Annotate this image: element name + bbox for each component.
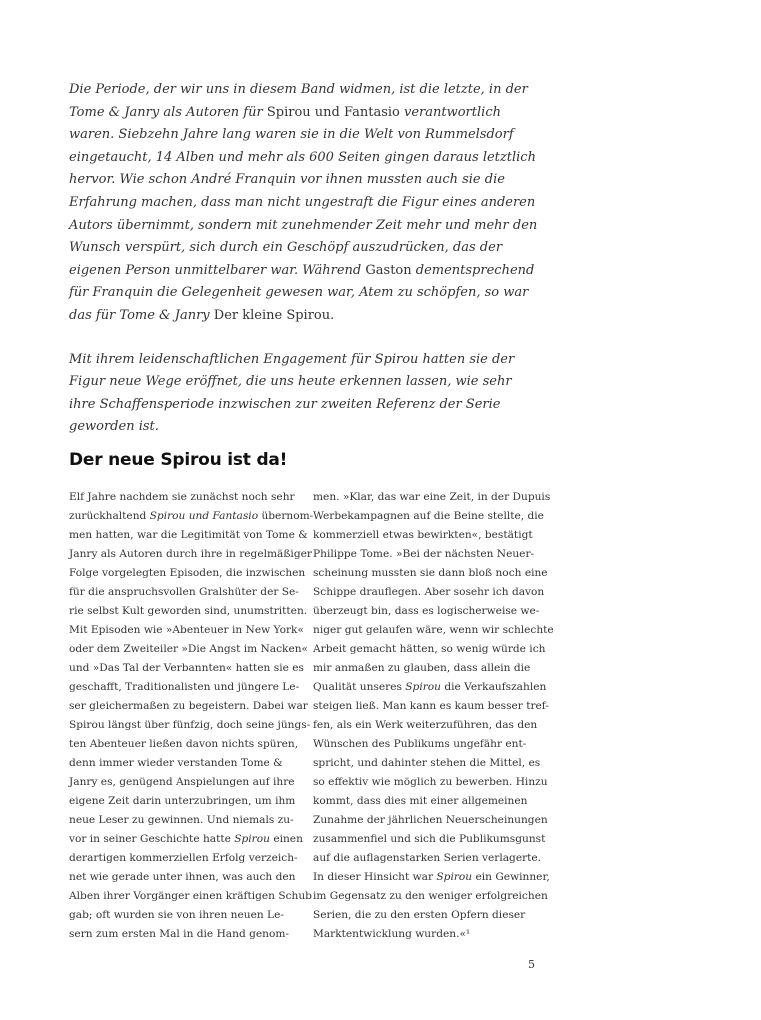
text-line: Wünschen des Publikums ungefähr ent- bbox=[313, 738, 527, 750]
text-line: Alben ihrer Vorgänger einen kräftigen Schub bbox=[69, 890, 312, 902]
text-line: spricht, und dahinter stehen die Mittel, es bbox=[313, 757, 541, 769]
text-line: so effektiv wie möglich zu bewerben. Hinzu bbox=[313, 776, 548, 788]
intro-text bbox=[69, 79, 539, 439]
text-line: Arbeit gemacht hätten, so wenig würde ich bbox=[313, 643, 546, 655]
section-heading: Der neue Spirou ist da! bbox=[69, 450, 288, 470]
series-title-roman: Gaston bbox=[365, 262, 412, 278]
text-line: derartigen kommerziellen Erfolg verzeich- bbox=[69, 852, 298, 864]
text-line: Mit Episoden wie »Abenteuer in New York« bbox=[69, 624, 304, 636]
text-line: gab; oft wurden sie von ihren neuen Le- bbox=[69, 909, 284, 921]
text-line: niger gut gelaufen wäre, wenn wir schlechte bbox=[313, 624, 554, 636]
text-line: fen, als ein Werk weiterzuführen, das den bbox=[313, 719, 538, 731]
intro-text-run: verantwortlich waren. Siebzehn Jahre lang waren sie in die Welt von Rummelsdorf eingetaucht, 14 Alben und mehr als 600 Seiten gingen daraus letztlich hervor. Wie schon André Franquin vor ihnen mussten auch sie die Erfahrung machen, dass man nicht ungestraft die Figur eines anderen Autors übernimmt, sondern mit zunehmender Zeit mehr und mehr den Wunsch verspürt, sich durch ein Geschöpf auszudrücken, das der eigenen Person unmittelbarer war. Während bbox=[69, 104, 538, 278]
text-line: scheinung mussten sie dann bloß noch eine bbox=[313, 567, 548, 579]
text-line: kommerziell etwas bewirkten«, bestätigt bbox=[313, 529, 533, 541]
text-line: kommt, dass dies mit einer allgemeinen bbox=[313, 795, 528, 807]
text-line: In dieser Hinsicht war Spirou ein Gewinner, bbox=[313, 871, 550, 883]
text-line: Elf Jahre nachdem sie zunächst noch sehr bbox=[69, 491, 295, 503]
text-line: geschafft, Traditionalisten und jüngere Le- bbox=[69, 681, 300, 693]
text-line: eigene Zeit darin unterzubringen, um ihm bbox=[69, 795, 296, 807]
text-line: oder dem Zweiteiler »Die Angst im Nacken« bbox=[69, 643, 309, 655]
italic-title: Spirou bbox=[234, 833, 270, 845]
text-line: men hatten, war die Legitimität von Tome & bbox=[69, 529, 308, 541]
right-column bbox=[313, 488, 554, 944]
text-line: und »Das Tal der Verbannten« hatten sie es bbox=[69, 662, 304, 674]
italic-title: Spirou bbox=[436, 871, 473, 883]
series-title-roman: Spirou und Fantasio bbox=[266, 104, 400, 120]
intro-text-run: . bbox=[330, 307, 335, 323]
text-line: rie selbst Kult geworden sind, unumstritten. bbox=[69, 605, 308, 617]
text-line: vor in seiner Geschichte hatte Spirou einen bbox=[69, 833, 303, 845]
text-line: Serien, die zu den ersten Opfern dieser bbox=[313, 909, 526, 921]
text-line: net wie gerade unter ihnen, was auch den bbox=[69, 871, 296, 883]
italic-title: Spirou und Fantasio bbox=[149, 510, 259, 522]
text-line: ten Abenteuer ließen davon nichts spüren, bbox=[69, 738, 299, 750]
left-column bbox=[69, 488, 314, 944]
text-line: Schippe drauflegen. Aber sosehr ich davon bbox=[313, 586, 545, 598]
text-line: steigen ließ. Man kann es kaum besser tref- bbox=[313, 700, 549, 712]
text-line: Zunahme der jährlichen Neuerscheinungen bbox=[313, 814, 548, 826]
text-line: Janry es, genügend Anspielungen auf ihre bbox=[69, 776, 295, 788]
text-line: Qualität unseres Spirou die Verkaufszahlen bbox=[313, 681, 547, 693]
series-title-roman: Der kleine Spirou bbox=[213, 307, 331, 323]
page-number: 5 bbox=[528, 958, 535, 971]
text-line: für die anspruchsvollen Gralshüter der Se- bbox=[69, 586, 299, 598]
intro-paragraph-2: Mit ihrem leidenschaftlichen Engagement für Spirou hatten sie der Figur neue Wege eröffnet, die uns heute erkennen lassen, wie sehr ihre Schaffensperiode inzwischen zur zweiten Referenz der Serie geworden ist. bbox=[69, 351, 515, 435]
text-line: Marktentwicklung wurden.«¹ bbox=[313, 928, 471, 940]
text-line: sern zum ersten Mal in die Hand genom- bbox=[69, 928, 289, 940]
text-line: men. »Klar, das war eine Zeit, in der Dupuis bbox=[313, 491, 551, 503]
text-line: Janry als Autoren durch ihre in regelmäßiger bbox=[69, 548, 312, 560]
text-line: Spirou längst über fünfzig, doch seine jüngs- bbox=[69, 719, 311, 731]
text-line: neue Leser zu gewinnen. Und niemals zu- bbox=[69, 814, 294, 826]
text-line: überzeugt bin, dass es logischerweise we- bbox=[313, 605, 540, 617]
intro-text-run: dementsprechend für Franquin die Gelegenheit gewesen war, Atem zu schöpfen, so war das für Tome & Janry bbox=[69, 262, 535, 323]
text-line: Werbekampagnen auf die Beine stellte, die bbox=[313, 510, 544, 522]
text-line: im Gegensatz zu den weniger erfolgreichen bbox=[313, 890, 548, 902]
intro-text-run: Die Periode, der wir uns in diesem Band widmen, ist die letzte, in der Tome & Janry als Autoren für bbox=[69, 82, 528, 120]
text-line: auf die auflagenstarken Serien verlagerte. bbox=[313, 852, 542, 864]
text-line: zusammenfiel und sich die Publikumsgunst bbox=[313, 833, 546, 845]
text-line: Folge vorgelegten Episoden, die inzwischen bbox=[69, 567, 306, 579]
text-line: zurückhaltend Spirou und Fantasio übernom- bbox=[69, 510, 314, 522]
italic-title: Spirou bbox=[405, 681, 441, 693]
text-line: Philippe Tome. »Bei der nächsten Neuer- bbox=[313, 548, 535, 560]
text-line: ser gleichermaßen zu begeistern. Dabei war bbox=[69, 700, 308, 712]
intro-paragraph-1 bbox=[69, 79, 539, 328]
text-line: denn immer wieder verstanden Tome & bbox=[69, 757, 283, 769]
text-line: mir anmaßen zu glauben, dass allein die bbox=[313, 662, 531, 674]
